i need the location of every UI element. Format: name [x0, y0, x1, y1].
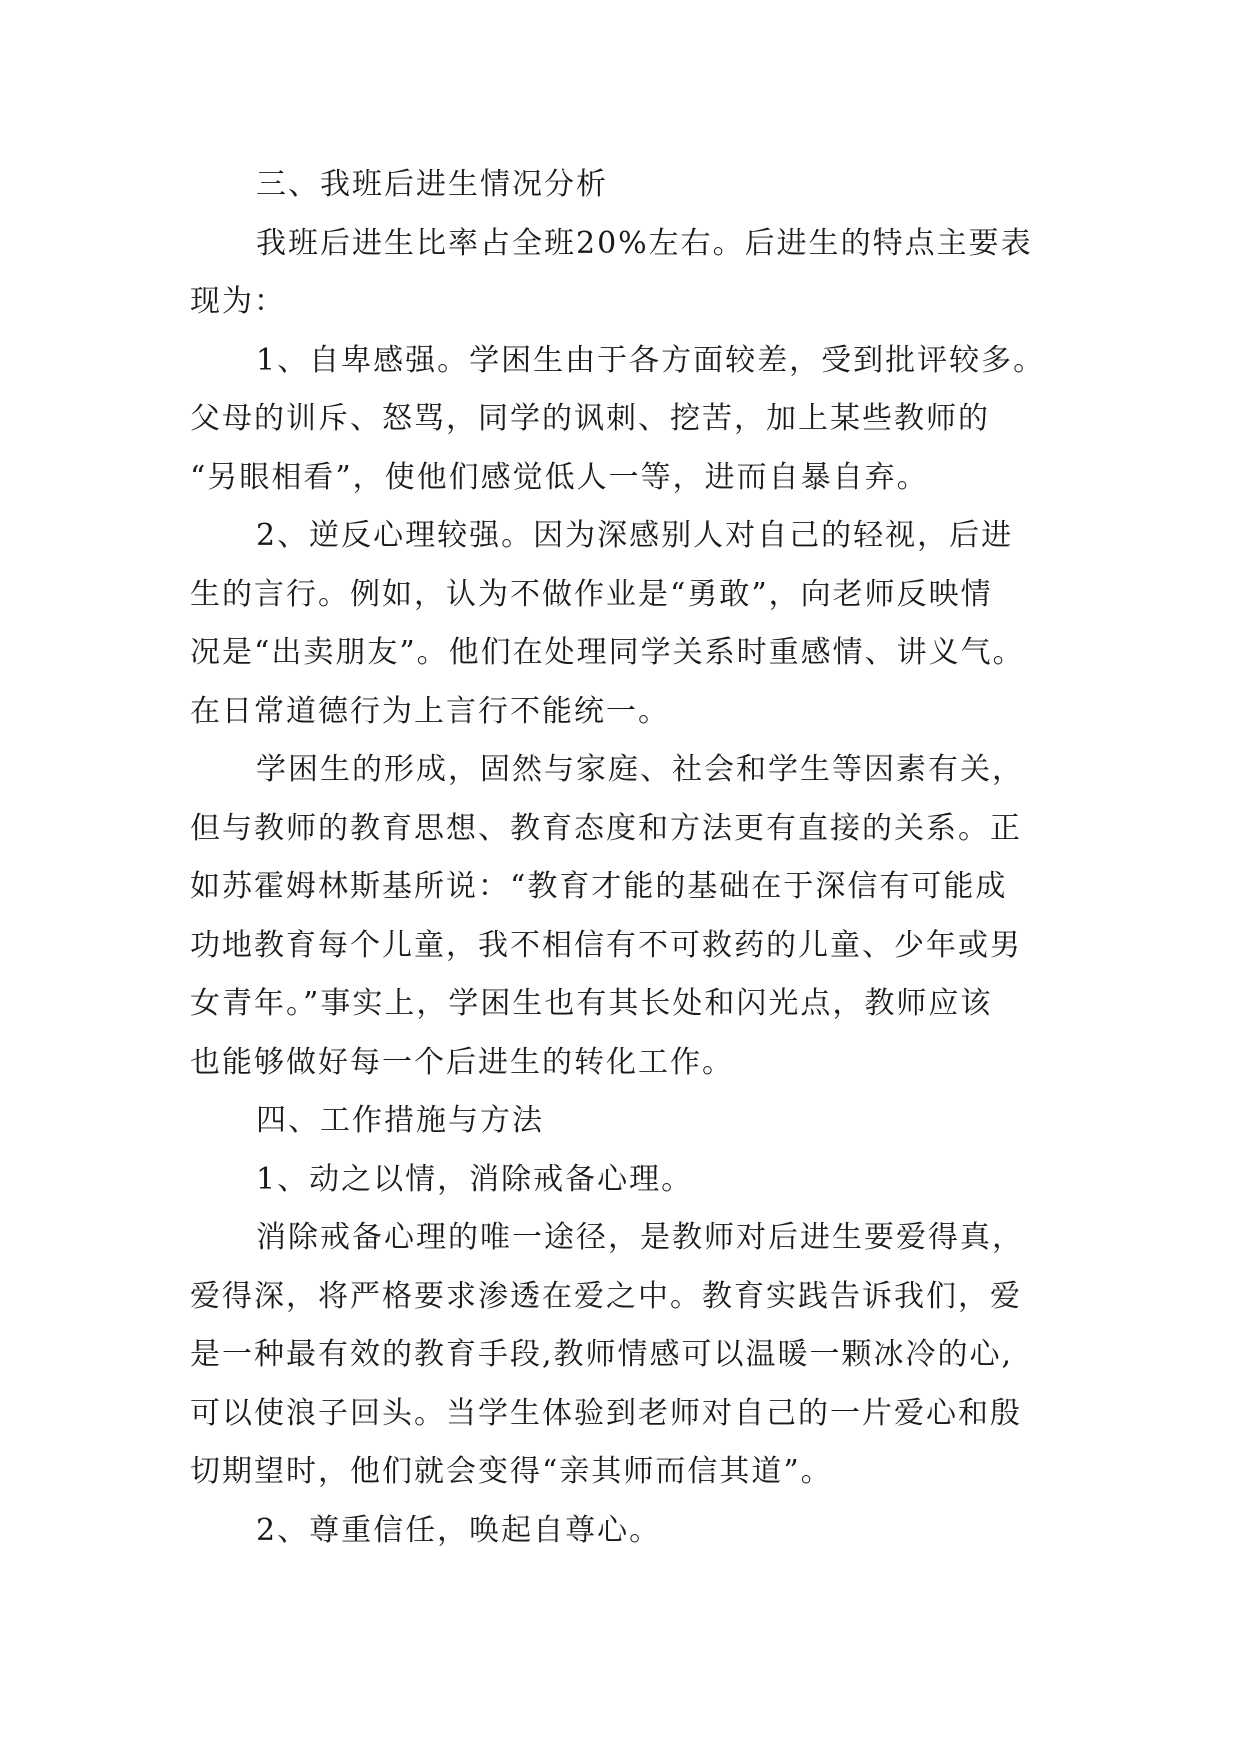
paragraph-line: 学困生的形成，固然与家庭、社会和学生等因素有关， [256, 752, 1024, 787]
paragraph-line: 但与教师的教育思想、教育态度和方法更有直接的关系。正 [190, 810, 1022, 846]
subheading-line: 2、尊重信任，唤起自尊心。 [256, 1512, 662, 1548]
paragraph-line: 可以使浪子回头。当学生体验到老师对自己的一片爱心和殷 [190, 1395, 1022, 1431]
subheading-line: 1、动之以情，消除戒备心理。 [256, 1161, 694, 1197]
paragraph-line: 况是“出卖朋友”。他们在处理同学关系时重感情、讲义气。 [190, 635, 1025, 670]
section-heading-4: 四、工作措施与方法 [256, 1103, 544, 1138]
list-item-line: 2、逆反心理较强。因为深感别人对自己的轻视，后进 [256, 518, 1014, 553]
document-body [190, 156, 1070, 1560]
section-heading-3: 三、我班后进生情况分析 [256, 167, 608, 202]
paragraph-line: 女青年。”事实上，学困生也有其长处和闪光点，教师应该 [190, 986, 993, 1021]
paragraph-line: 生的言行。例如，认为不做作业是“勇敢”，向老师反映情 [190, 576, 993, 612]
paragraph-line: 如苏霍姆林斯基所说：“教育才能的基础在于深信有可能成 [190, 869, 1008, 904]
paragraph-line: 爱得深，将严格要求渗透在爱之中。教育实践告诉我们，爱 [190, 1278, 1022, 1314]
paragraph-line: 切期望时，他们就会变得“亲其师而信其道”。 [190, 1454, 833, 1489]
paragraph-line: “另眼相看”，使他们感觉低人一等，进而自暴自弃。 [190, 459, 929, 495]
list-item-line: 1、自卑感强。学困生由于各方面较差，受到批评较多。 [256, 342, 1046, 378]
paragraph-line: 功地教育每个儿童，我不相信有不可救药的儿童、少年或男 [190, 927, 1022, 963]
paragraph-line: 也能够做好每一个后进生的转化工作。 [190, 1044, 734, 1080]
paragraph-line: 父母的训斥、怒骂，同学的讽刺、挖苦，加上某些教师的 [190, 401, 990, 436]
paragraph-line: 消除戒备心理的唯一途径，是教师对后进生要爱得真， [256, 1220, 1024, 1255]
paragraph-line: 在日常道德行为上言行不能统一。 [190, 693, 670, 729]
paragraph-line: 现为： [190, 284, 286, 319]
paragraph-line: 是一种最有效的教育手段,教师情感可以温暖一颗冰冷的心, [190, 1337, 1014, 1372]
paragraph-line: 我班后进生比率占全班20%左右。后进生的特点主要表 [256, 225, 1033, 261]
